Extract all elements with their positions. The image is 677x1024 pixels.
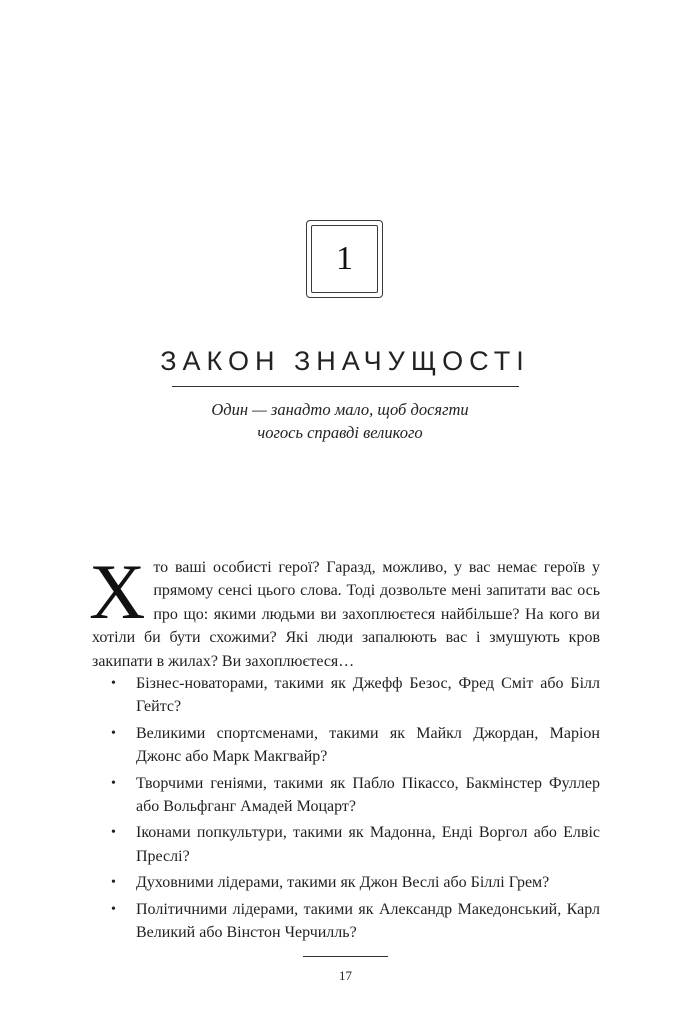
chapter-number-inner-frame (311, 225, 378, 293)
chapter-number-frame (306, 220, 383, 298)
bullet-icon: • (111, 875, 116, 891)
bullet-icon: • (111, 901, 116, 917)
list-item (105, 821, 600, 868)
epigraph-line-1: Один — занадто мало, щоб досягти (211, 400, 469, 419)
list-item (105, 871, 600, 894)
paragraph-text: то ваші особисті герої? Гаразд, можливо, у вас немає героїв у прямому сенсі цього слова. Тоді дозвольте мені запитати вас ось про що: якими людьми ви захоплюєтеся найбільше? На кого ви хотіли би бути схожими? Які люди запалюють вас і змушують кров закипати в жилах? Ви захоплюєтеся… (92, 559, 600, 670)
footer-divider (303, 956, 388, 957)
chapter-title: ЗАКОН ЗНАЧУЩОСТІ (160, 346, 530, 376)
drop-cap: Х (89, 548, 146, 635)
chapter-epigraph (120, 398, 560, 444)
heroes-list (105, 672, 600, 947)
title-divider (172, 386, 519, 387)
list-item-text: Духовними лідерами, такими як Джон Веслі або Біллі Грем? (136, 874, 550, 892)
bullet-icon: • (111, 775, 116, 791)
list-item-text: Політичними лідерами, такими як Александр Македонський, Карл Великий або Вінстон Черчилль? (136, 900, 600, 942)
bullet-icon: • (111, 825, 116, 841)
list-item-text: Бізнес-новаторами, такими як Джефф Безос, Фред Сміт або Білл Гейтс? (136, 675, 600, 716)
bullet-icon: • (111, 725, 116, 741)
opening-paragraph (89, 548, 600, 673)
list-item (105, 898, 600, 945)
chapter-number: 1 (336, 240, 353, 277)
list-item-text: Творчими геніями, такими як Пабло Пікассо, Бакмінстер Фуллер або Вольфганг Амадей Моцарт? (136, 774, 600, 816)
list-item (105, 772, 600, 819)
list-item (105, 672, 600, 719)
list-item (105, 722, 600, 769)
bullet-icon: • (111, 676, 116, 691)
page-number: 17 (339, 968, 352, 983)
list-item-text: Іконами попкультури, такими як Мадонна, Енді Воргол або Елвіс Преслі? (136, 824, 600, 865)
list-item-text: Великими спортсменами, такими як Майкл Джордан, Маріон Джонс або Марк Макгвайр? (136, 724, 600, 766)
epigraph-line-2: чогось справді великого (257, 423, 423, 442)
